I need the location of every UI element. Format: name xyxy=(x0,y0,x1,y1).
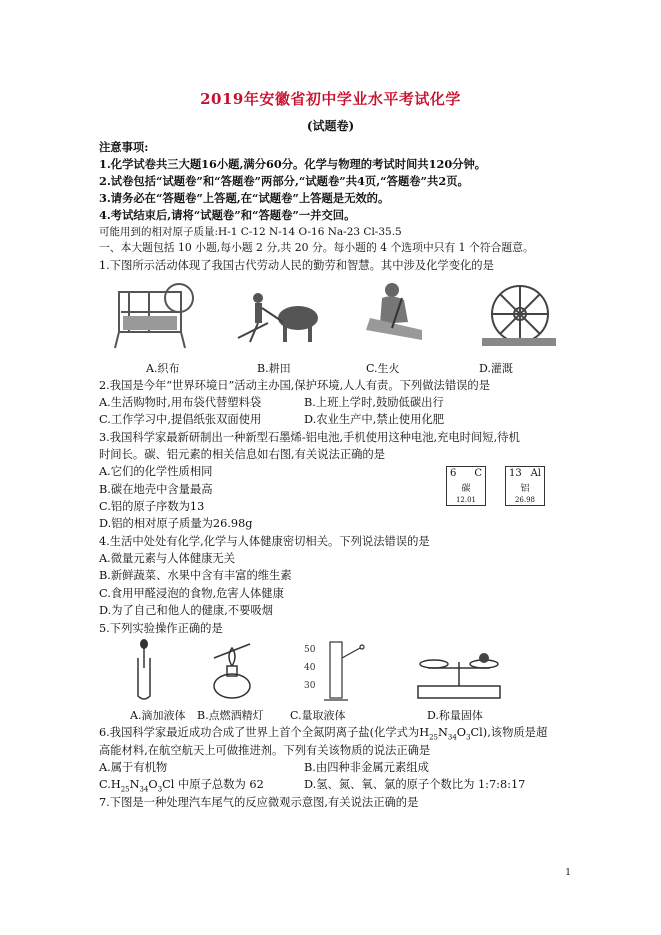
page-number: 1 xyxy=(565,868,571,878)
carbon-name: 碳 xyxy=(461,484,471,494)
balance-scale-image xyxy=(412,642,506,704)
q6-option-a: A.属于有机物 xyxy=(99,761,168,774)
q3-option-b: B.碳在地壳中含量最高 xyxy=(99,483,213,496)
q6-o: O xyxy=(456,726,467,739)
q6-c-rest: Cl 中原子总数为 62 xyxy=(162,778,264,791)
q6-c-n: N xyxy=(129,778,140,791)
aluminum-atomic-number: 13 xyxy=(509,468,522,479)
cylinder-tick-40: 40 xyxy=(304,663,316,673)
q2-option-a: A.生活购物时,用布袋代替塑料袋 xyxy=(99,396,262,409)
q5-option-d: D.称量固体 xyxy=(427,709,483,722)
q6-option-d: D.氢、氮、氧、氯的原子个数比为 1:7:8:17 xyxy=(304,778,526,791)
q6-option-c xyxy=(99,776,264,793)
ox-plowing-image xyxy=(228,278,323,350)
q6-c-sub-34: 34 xyxy=(139,785,149,794)
alcohol-lamp-image xyxy=(206,638,256,704)
q5-option-b: B.点燃酒精灯 xyxy=(197,709,264,722)
q3-option-a: A.它们的化学性质相同 xyxy=(99,465,213,478)
q2-option-d: D.农业生产中,禁止使用化肥 xyxy=(304,413,445,426)
carbon-element-card xyxy=(446,466,486,506)
q1-option-d: D.灌溉 xyxy=(479,362,513,375)
q3-option-d: D.铝的相对原子质量为26.98g xyxy=(99,517,253,530)
note-3: 3.请务必在“答题卷”上答题,在“试题卷”上答题是无效的。 xyxy=(99,191,390,205)
exam-title: 2019年安徽省初中学业水平考试化学 xyxy=(200,90,461,108)
q1-stem: 1.下图所示活动体现了我国古代劳动人民的勤劳和智慧。其中涉及化学变化的是 xyxy=(99,259,494,272)
q1-option-c: C.生火 xyxy=(366,362,400,375)
q6-option-b: B.由四种非金属元素组成 xyxy=(304,761,429,774)
q6-c-o: O xyxy=(148,778,158,791)
graduated-cylinder-image xyxy=(302,638,372,704)
q5-option-c: C.量取液体 xyxy=(290,709,346,722)
waterwheel-irrigation-image xyxy=(478,278,560,350)
q6-n: N xyxy=(437,726,448,739)
note-1: 1.化学试卷共三大题16小题,满分60分。化学与物理的考试时间共120分钟。 xyxy=(99,157,487,171)
aluminum-name: 铝 xyxy=(520,484,530,494)
q6-stem-text: 6.我国科学家最近成功合成了世界上首个全氮阴离子盐(化学式为H xyxy=(99,726,430,739)
q4-stem: 4.生活中处处有化学,化学与人体健康密切相关。下列说法错误的是 xyxy=(99,535,430,548)
q3-option-c: C.铝的原子序数为13 xyxy=(99,500,205,513)
cylinder-tick-30: 30 xyxy=(304,681,316,691)
cylinder-tick-50: 50 xyxy=(304,645,316,655)
aluminum-mass: 26.98 xyxy=(514,496,536,504)
weaving-loom-image xyxy=(109,278,201,350)
notes-heading: 注意事项: xyxy=(99,140,149,154)
atomic-masses: 可能用到的相对原子质量:H-1 C-12 N-14 O-16 Na-23 Cl-35.5 xyxy=(99,226,402,238)
dropper-test-tube-image xyxy=(126,638,166,704)
q6-stem-line2: 高能材料,在航空航天上可做推进剂。下列有关该物质的说法正确是 xyxy=(99,744,431,757)
q4-option-c: C.食用甲醛浸泡的食物,危害人体健康 xyxy=(99,587,284,600)
q3-stem-line2: 时间长。碳、铝元素的相关信息如右图,有关说法正确的是 xyxy=(99,448,386,461)
note-4: 4.考试结束后,请将“试题卷”和“答题卷”一并交回。 xyxy=(99,208,356,222)
q6-sub-3: 3 xyxy=(466,733,471,742)
carbon-atomic-number: 6 xyxy=(450,468,457,479)
q4-option-a: A.微量元素与人体健康无关 xyxy=(99,552,236,565)
q6-cl-tail: Cl),该物质是超 xyxy=(470,726,548,739)
q6-sub-25: 25 xyxy=(429,733,438,742)
aluminum-symbol: Al xyxy=(530,468,541,479)
q1-option-a: A.织布 xyxy=(146,362,180,375)
q1-option-b: B.耕田 xyxy=(257,362,291,375)
q5-option-a: A.滴加液体 xyxy=(130,709,186,722)
q3-stem-line1: 3.我国科学家最新研制出一种新型石墨烯-铝电池,手机使用这种电池,充电时间短,待机 xyxy=(99,431,520,444)
carbon-symbol: C xyxy=(474,468,482,479)
q6-c-sub-3: 3 xyxy=(157,785,163,794)
q6-stem-line1 xyxy=(99,724,547,741)
q4-option-b: B.新鲜蔬菜、水果中含有丰富的维生素 xyxy=(99,569,292,582)
q6-c-prefix: C.H xyxy=(99,778,121,791)
aluminum-element-card xyxy=(505,466,545,506)
fire-making-image xyxy=(352,278,438,350)
exam-subtitle: (试题卷) xyxy=(306,119,355,133)
carbon-mass: 12.01 xyxy=(455,496,477,504)
q2-option-c: C.工作学习中,提倡纸张双面使用 xyxy=(99,413,262,426)
section-1-heading: 一、本大题包括 10 小题,每小题 2 分,共 20 分。每小题的 4 个选项中只有 1 个符合题意。 xyxy=(99,241,534,254)
q5-stem: 5.下列实验操作正确的是 xyxy=(99,622,223,635)
q6-c-sub-25: 25 xyxy=(120,785,130,794)
q4-option-d: D.为了自己和他人的健康,不要吸烟 xyxy=(99,604,273,617)
q6-sub-34: 34 xyxy=(447,733,457,742)
q2-stem: 2.我国是今年“世界环境日”活动主办国,保护环境,人人有责。下列做法错误的是 xyxy=(99,379,491,392)
note-2: 2.试卷包括“试题卷”和“答题卷”两部分,“试题卷”共4页,“答题卷”共2页。 xyxy=(99,174,469,188)
q2-option-b: B.上班上学时,鼓励低碳出行 xyxy=(304,396,444,409)
q7-stem: 7.下图是一种处理汽车尾气的反应微观示意图,有关说法正确的是 xyxy=(99,796,419,809)
